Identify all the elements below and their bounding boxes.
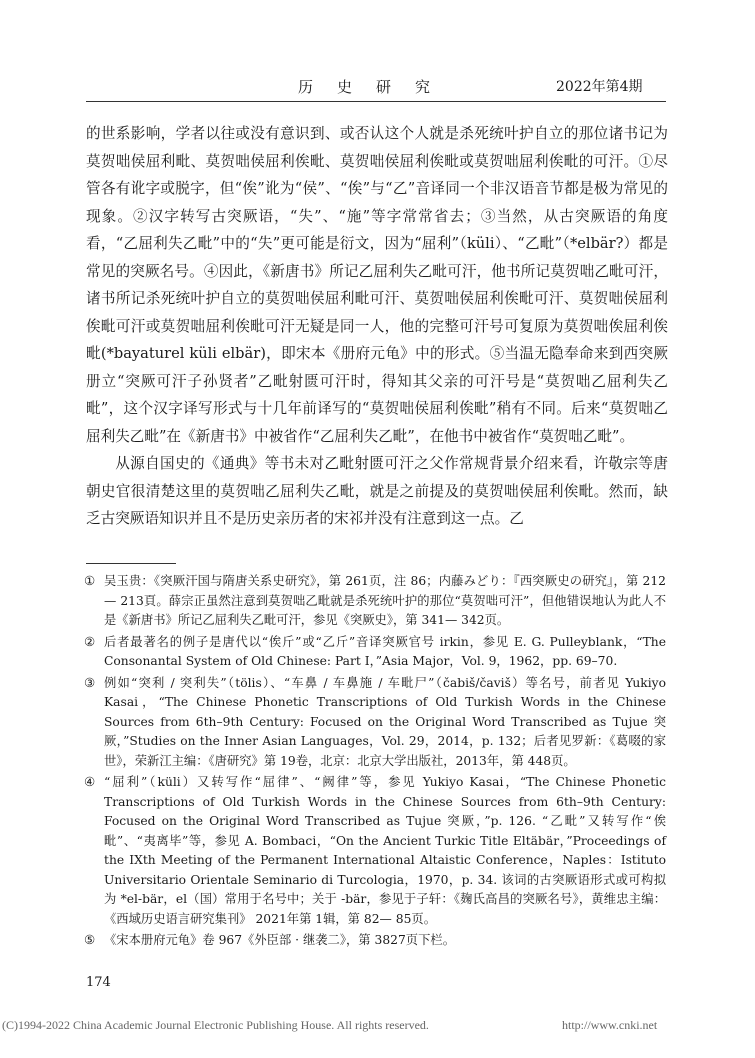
- main-text: [86, 120, 668, 533]
- footnote-text: 后者最著名的例子是唐代以“俟斤”或“乙斤”音译突厥官号 irkin，参见 E. G. Pulleyblank，“The Consonantal System of Old Chinese: Part I，”Asia Major，Vol. 9，1962，pp. 69–70.: [104, 634, 666, 668]
- body-paragraph: 的世系影响，学者以往或没有意识到、或否认这个人就是杀死统叶护自立的那位诸书记为莫贺咄侯屈利毗、莫贺咄侯屈利俟毗、莫贺咄侯屈利俟毗或莫贺咄屈利俟毗的可汗。①尽管各有讹字或脱字，但“俟”讹为“侯”、“俟”与“乙”音译同一个非汉语音节都是极为常见的现象。②汉字转写古突厥语，“失”、“施”等字常常省去；③当然，从古突厥语的角度看，“乙屈利失乙毗”中的“失”更可能是衍文，因为“屈利”（küli）、“乙毗”（*elbär?）都是常见的突厥名号。④因此，《新唐书》所记乙屈利失乙毗可汗，他书所记莫贺咄乙毗可汗，诸书所记杀死统叶护自立的莫贺咄侯屈利毗可汗、莫贺咄侯屈利俟毗可汗、莫贺咄侯屈利俟毗可汗或莫贺咄屈利俟毗可汗无疑是同一人，他的完整可汗号可复原为莫贺咄俟屈利俟毗(*bayaturel küli elbär)，即宋本《册府元龟》中的形式。⑤当温无隐奉命来到西突厥册立“突厥可汗子孙贤者”乙毗射匮可汗时，得知其父亲的可汗号是“莫贺咄乙屈利失乙毗”，这个汉字译写形式与十几年前译写的“莫贺咄侯屈利俟毗”稍有不同。后来“莫贺咄乙屈利失乙毗”在《新唐书》中被省作“乙屈利失乙毗”，在他书中被省作“莫贺咄乙毗”。: [86, 125, 668, 445]
- publisher-url[interactable]: http://www.cnki.net: [562, 1018, 658, 1032]
- footnote-marker: ①: [84, 574, 96, 588]
- footnote-item: [84, 931, 666, 951]
- footnote-item: [84, 572, 666, 631]
- footnote-text: 《宋本册府元龟》卷 967《外臣部 · 继袭二》，第 3827页下栏。: [104, 933, 455, 947]
- footnote-text: “屈利”（küli）又转写作“屈律”、“阙律”等，参见 Yukiyo Kasai，“The Chinese Phonetic Transcriptions of Old Turkish Words in the Chinese Sources from 6th–9th Century: Focused on the Original Word Transcribed as Tujue 突厥，”p. 126. “乙毗”又转写作“俟毗”、“夷离毕”等，参见 A. Bombaci，“On the Ancient Turkic Title Eltäbär，”Proceedings of the IXth Meeting of the Permanent International Altaistic Conference，Naples：Istituto Universitario Orientale Seminario di Turcologia，1970，p. 34. 该词的古突厥语形式或可构拟为 *el-bär，el（国）常用于名号中；关于 -bär，参见于子轩：《麹氏高昌的突厥名号》，黄维忠主编：《西域历史语言研究集刊》 2021年第 1辑，第 82— 85页。: [104, 775, 666, 926]
- header-divider: [86, 101, 666, 102]
- running-header-journal: 历史研究: [298, 78, 455, 96]
- footnote-marker: ④: [84, 775, 96, 789]
- footnote-item: [84, 674, 666, 772]
- footnote-item: [84, 773, 666, 929]
- footnote-marker: ⑤: [84, 933, 96, 947]
- footnote-text: 吴玉贵：《突厥汗国与隋唐关系史研究》，第 261页，注 86；内藤みどり：『西突厥史の研究』，第 212— 213頁。薛宗正虽然注意到莫贺咄乙毗就是杀死统叶护的那位“莫贺咄可汗”，但他错误地认为此人不是《新唐书》所记乙屈利失乙毗可汗，参见《突厥史》，第 341— 342页。: [104, 574, 666, 627]
- footnote-marker: ②: [84, 634, 96, 649]
- footnote-divider: [86, 563, 176, 564]
- running-header-issue: 2022年第4期: [556, 79, 643, 95]
- copyright-text: (C)1994-2022 China Academic Journal Electronic Publishing House. All rights reserved.: [2, 1018, 429, 1032]
- copyright-line: [2, 1018, 752, 1033]
- footnote-text: 例如“突利 / 突利失”（tölis）、“车鼻 / 车鼻施 / 车毗尸”（čabiš/čaviš）等名号，前者见 Yukiyo Kasai，“The Chinese Phonetic Transcriptions of Old Turkish Words in the Chinese Sources from 6th–9th Century: Focused on the Original Word Transcribed as Tujue 突厥，”Studies on the Inner Asian Languages，Vol. 29，2014，p. 132；后者见罗新：《葛啜的家世》，荣新江主编：《唐研究》第 19卷，北京：北京大学出版社，2013年，第 448页。: [104, 675, 666, 768]
- body-paragraph: 从源自国史的《通典》等书未对乙毗射匮可汗之父作常规背景介绍来看，许敬宗等唐朝史官很清楚这里的莫贺咄乙屈利失乙毗，就是之前提及的莫贺咄侯屈利俟毗。然而，缺乏古突厥语知识并且不是历史亲历者的宋祁并没有注意到这一点。乙: [86, 455, 668, 527]
- footnote-marker: ③: [84, 675, 96, 690]
- footnote-item: [84, 633, 666, 672]
- page-number: 174: [86, 975, 111, 990]
- footnotes: [84, 572, 666, 953]
